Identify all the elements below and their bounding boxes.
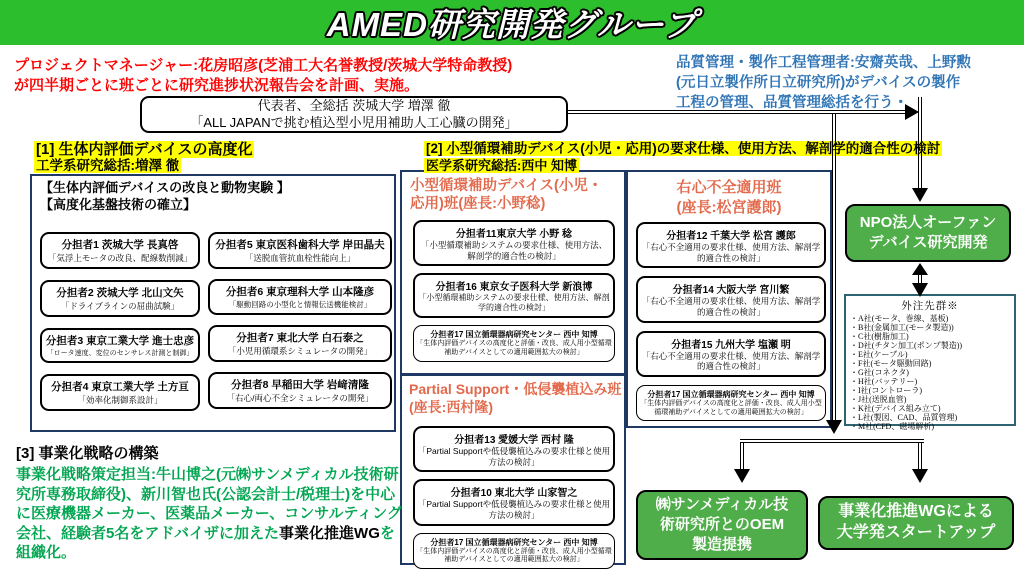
right-heart-group-title-line2: (座長:松宮護郎) [676, 198, 782, 216]
member-name: 分担者2 茨城大学 北山文矢 [56, 287, 184, 299]
partial-support-group-box [400, 374, 626, 565]
arrow-center-vertical [832, 113, 836, 422]
qc-note-line1: 品質管理・製作工程管理者:安齋英哉、上野勲 [676, 55, 971, 71]
section3-seg2: 事業化推進WG [279, 524, 380, 542]
pediatric-group-members [413, 220, 615, 362]
right-heart-group-box [626, 170, 832, 428]
member-name: 分担者6 東京理科大学 山本隆彦 [225, 286, 375, 298]
arrow-to-npo-vertical [918, 97, 922, 190]
outsourcing-item: ・C社(樹脂加工) [850, 332, 909, 342]
member-theme: 「右心/両心不全シミュレータの開発」 [226, 393, 374, 403]
member-name: 分担者17 国立循環器病研究センター 西中 知博 [647, 389, 815, 399]
startup-line2: 大学発スタートアップ [836, 524, 996, 541]
npo-line1: NPO法人オーファン [859, 213, 997, 231]
member-box-17b [636, 385, 826, 422]
title-banner [0, 0, 1024, 45]
outsourcing-item: ・M社(CFD、磁場解析) [850, 422, 935, 432]
member-theme: 「駆動回路の小型化と情報伝送機能検討」 [228, 300, 372, 309]
npo-line2: デバイス研究開発 [868, 234, 988, 251]
member-theme: 「右心不全適用の要求仕様、使用方法、解剖学的適合性の検討」 [641, 242, 821, 263]
representative-line2: 「ALL JAPANで挑む植込型小児用補助人工心臓の開発」 [190, 114, 518, 130]
member-theme: 「右心不全適用の要求仕様、使用方法、解剖学的適合性の検討」 [641, 350, 821, 372]
member-box-16 [413, 273, 615, 318]
member-box-4 [40, 374, 200, 411]
partial-support-group-members [413, 426, 615, 569]
pediatric-group-title [410, 177, 602, 213]
representative-line1: 代表者、全総括 茨城大学 増澤 徹 [257, 97, 451, 113]
section1-header-line2: 工学系研究総括:増澤 徹 [36, 158, 180, 174]
section1-header [34, 141, 254, 174]
member-box-2 [40, 280, 200, 317]
outsourcing-item: ・B社(金属加工(モータ製造)) [850, 323, 954, 333]
section1-header-line1: [1] 生体内評価デバイスの高度化 [36, 141, 253, 158]
member-theme: 「ロータ速度、変位のセンサレス計測と制御」 [46, 350, 194, 357]
section1-box [30, 174, 396, 432]
quality-control-note [676, 53, 1016, 113]
oem-box [636, 490, 808, 560]
member-name: 分担者15 九州大学 塩瀬 明 [671, 339, 791, 351]
outsourcing-item: ・G社(コネクタ) [850, 368, 909, 378]
member-name: 分担者17 国立循環器病研究センター 西中 知博 [430, 537, 598, 547]
project-manager-note [14, 56, 674, 97]
member-name: 分担者10 東北大学 山家智之 [450, 488, 578, 500]
member-name: 分担者7 東北大学 白石泰之 [236, 332, 364, 344]
outsourcing-item: ・K社(デバイス組み立て) [850, 404, 941, 414]
member-box-10 [413, 479, 615, 525]
section2-header-line1: [2] 小型循環補助デバイス(小児・応用)の要求仕様、使用方法、解剖学的適合性の検討 [426, 141, 941, 156]
pediatric-group-box [400, 170, 626, 375]
page-title: AMED研究開発グループ [326, 6, 698, 43]
outsourcing-item: ・L社(製図、CAD、品質管理) [850, 413, 958, 423]
member-theme: 「Partial Supportや低侵襲植込みの要求仕様と使用方法の検討」 [417, 499, 611, 520]
member-box-12 [636, 222, 826, 268]
member-box-11 [413, 220, 615, 266]
right-heart-group-title [628, 178, 830, 217]
member-name: 分担者12 千葉大学 松宮 護郎 [666, 231, 796, 242]
member-name: 分担者11東京大学 小野 稔 [455, 229, 573, 240]
arrowhead-right-icon [905, 104, 919, 120]
member-name: 分担者16 東京女子医科大学 新浪博 [435, 282, 593, 294]
oem-line1: ㈱サンメディカル技 [655, 495, 789, 513]
member-theme: 「小児用循環系シミュレータの開発」 [227, 346, 373, 356]
pm-note-line2: が四半期ごとに班ごとに研究進捗状況報告会を計画、実施。 [14, 77, 420, 95]
outsourcing-item: ・I社(コントローラ) [850, 386, 922, 396]
qc-note-line2: (元日立製作所日立研究所)がデバイスの製作 [676, 75, 961, 91]
member-box-1 [40, 232, 200, 269]
member-box-17 [413, 325, 615, 362]
arrowhead-down-oem-icon [734, 469, 750, 483]
section1-subtitle [40, 180, 290, 214]
outsourcing-title: 外注先群※ [901, 301, 959, 312]
right-heart-group-title-line1: 右心不全適用班 [676, 179, 782, 196]
section3-seg3: を組織化。 [16, 524, 395, 561]
startup-box [818, 496, 1014, 550]
section1-column2 [208, 232, 392, 409]
member-box-14 [636, 276, 826, 322]
outsourcing-item: ・H社(バッテリー) [850, 377, 918, 387]
section3-paragraph [16, 465, 402, 563]
member-theme: 「ドライブラインの屈曲試験」 [60, 301, 180, 311]
section1-subtitle-line2: 【高度化基盤技術の確立】 [40, 196, 197, 212]
arrow-leader-horizontal [568, 110, 907, 114]
member-box-15 [636, 331, 826, 377]
arrowhead-down-center-icon [826, 420, 842, 434]
member-theme: 「小型循環補助システムの要求仕様、使用方法、解剖学的適合性の検討」 [418, 293, 610, 313]
section2-header-line2: 医学系研究総括:西中 知博 [426, 157, 577, 173]
arrowhead-down-outsourcing-icon [912, 283, 928, 297]
partial-support-group-title [409, 380, 621, 416]
pm-note-line1: プロジェクトマネージャー:花房昭彦(芝浦工大名誉教授/茨城大学特命教授) [14, 57, 513, 74]
startup-line1: 事業化推進WGによる [838, 503, 994, 521]
pediatric-group-title-line2: 応用)班(座長:小野稔) [410, 196, 546, 213]
npo-box [845, 204, 1011, 262]
section1-subtitle-line1: 【生体内評価デバイスの改良と動物実験 】 [40, 180, 290, 195]
outsourcing-item: ・D社(チタン加工(ポンプ製造)) [850, 341, 963, 351]
member-box-7 [208, 325, 392, 362]
outsourcing-item: ・A社(モータ、巻線、基板) [850, 314, 949, 323]
oem-line2: 術研究所とのOEM [659, 515, 785, 533]
outsourcing-box [844, 294, 1016, 432]
member-box-5 [208, 232, 392, 269]
member-name: 分担者13 愛媛大学 西村 隆 [454, 435, 574, 446]
outsourcing-item: ・F社(モータ駆動回路) [850, 359, 932, 369]
member-theme: 「右心不全適用の要求仕様、使用方法、解剖学的適合性の検討」 [641, 296, 821, 317]
member-box-3 [40, 328, 200, 363]
member-theme: 「小型循環補助システムの要求仕様、使用方法、解剖学的適合性の検討」 [420, 240, 608, 261]
section3-title: [3] 事業化戦略の構築 [16, 445, 159, 462]
member-name: 分担者4 東京工業大学 土方亘 [51, 381, 189, 393]
representative-box [140, 96, 568, 133]
member-theme: 「効率化制御系設計」 [77, 395, 163, 405]
arrow-branch-right-vertical [918, 443, 922, 471]
member-theme: 「Partial Supportや低侵襲植込みの要求仕様と使用方法の検討」 [417, 446, 611, 467]
member-name: 分担者14 大阪大学 宮川繁 [672, 285, 790, 297]
member-theme: 「生体内評価デバイスの高度化と評価・改良、成人用小型循環補助デバイスとしての適用範囲拡大の検討」 [416, 340, 612, 356]
outsourcing-item: ・J社(送脱血管) [850, 395, 907, 405]
member-theme: 「気浮上モータの改良、配線数削減」 [47, 253, 193, 263]
member-name: 分担者1 茨城大学 長真啓 [61, 239, 179, 251]
member-theme: 「生体内評価デバイスの高度化と評価・改良、成人用小型循環補助デバイスとしての適用範囲拡大の検討」 [640, 399, 822, 416]
member-theme: 「送脱血管抗血栓性能向上」 [244, 253, 356, 263]
arrow-branch-horizontal [740, 439, 924, 443]
member-box-13 [413, 426, 615, 472]
member-theme: 「生体内評価デバイスの高度化と評価・改良、成人用小型循環補助デバイスとしての適用範囲拡大の検討」 [416, 547, 612, 564]
outsourcing-item: ・E社(ケーブル) [850, 350, 908, 360]
partial-support-group-title-line2: (座長:西村隆) [409, 399, 493, 416]
member-box-8 [208, 372, 392, 409]
member-box-17c [413, 533, 615, 570]
pediatric-group-title-line1: 小型循環補助デバイス(小児・ [410, 178, 603, 194]
member-name: 分担者3 東京工業大学 進士忠彦 [45, 335, 195, 347]
oem-line3: 製造提携 [691, 536, 752, 554]
section2-header [424, 141, 942, 174]
member-name: 分担者5 東京医科歯科大学 岸田晶夫 [215, 239, 385, 251]
section1-column1 [40, 232, 200, 411]
section3-block [16, 442, 402, 563]
arrowhead-down-startup-icon [912, 469, 928, 483]
section3-seg1: 事業化戦略策定担当:牛山博之(元㈱サンメディカル技術研究所専務取締役)、新川智也氏(公認会計士/税理士)を中心に医療機器メーカー、医薬品メーカー、コンサルティング会社、経験者5名をアドバイザに加えた [16, 466, 402, 542]
partial-support-group-title-line1: Partial Support・低侵襲植込み班 [409, 381, 622, 397]
member-name: 分担者8 早稲田大学 岩﨑清隆 [231, 379, 369, 391]
qc-note-line3: 工程の管理、品質管理総括を行う・ [676, 95, 908, 111]
member-name: 分担者17 国立循環器病研究センター 西中 知博 [430, 330, 598, 340]
arrowhead-down-npo-icon [912, 188, 928, 202]
arrow-branch-left-vertical [740, 443, 744, 471]
member-box-6 [208, 279, 392, 315]
right-heart-group-members [636, 222, 826, 421]
